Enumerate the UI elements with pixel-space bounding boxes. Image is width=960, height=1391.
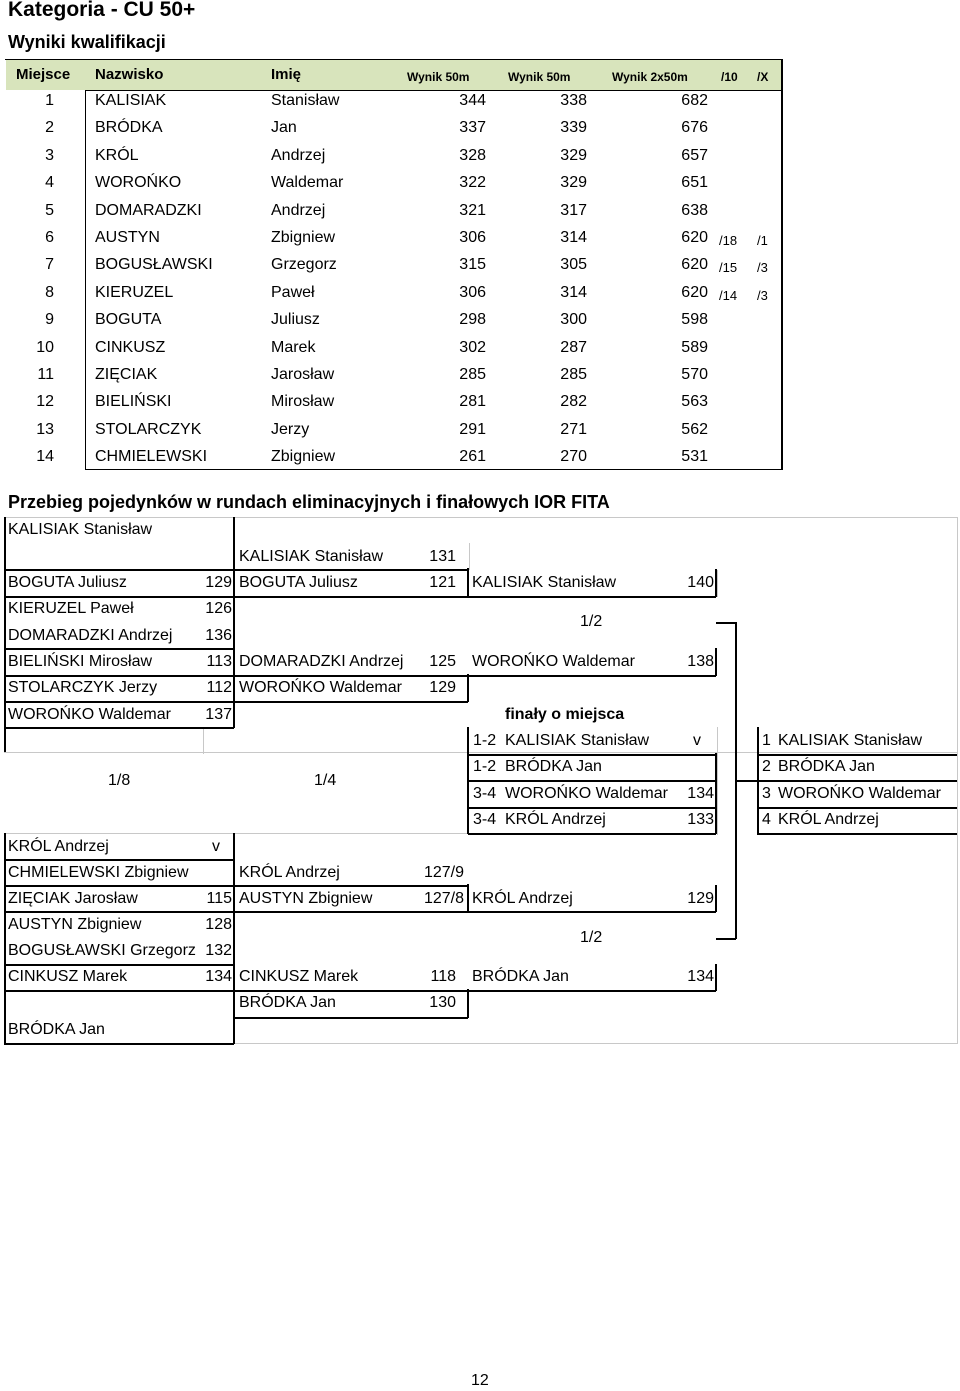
total-cell: 589 [681,339,708,356]
bracket-line [735,622,737,780]
bracket-line [234,1017,468,1019]
ranking-place: 3 [762,785,771,802]
place-cell: 1 [45,92,54,109]
r4-score: 121 [429,574,456,591]
score-1-cell: 306 [459,284,486,301]
r8-name: CINKUSZ Marek [8,968,128,985]
name-cell: Juliusz [271,311,320,328]
ranking-name: KRÓL Andrzej [778,811,879,828]
semi-score: 138 [687,653,714,670]
r4-score: 118 [430,968,456,985]
r8-score: 113 [206,653,232,670]
place-cell: 2 [45,119,54,136]
bracket-line [4,569,234,571]
place-cell: 4 [45,174,54,191]
round-label-semi: 1/2 [580,613,603,630]
bracket-line [716,622,736,624]
bracket-line [234,569,468,571]
r8-name: WOROŃKO Waldemar [8,706,171,723]
page-number: 12 [471,1372,489,1389]
place-cell: 10 [36,339,54,356]
total-cell: 598 [681,311,708,328]
round-label-semi: 1/2 [580,929,603,946]
bracket-line [233,517,235,728]
name-cell: Jerzy [271,421,310,438]
bracket-line [736,780,758,782]
surname-cell: DOMARADZKI [95,202,202,219]
r8-name: BOGUSŁAWSKI Grzegorz [8,942,196,959]
place-cell: 8 [45,284,54,301]
bracket-line [4,990,234,992]
bracket-line [4,517,6,752]
place-cell: 7 [45,256,54,273]
bracket-line [468,596,716,598]
final-name: KALISIAK Stanisław [505,732,650,749]
r4-score: 127/9 [423,864,464,881]
bracket-line [234,885,468,887]
x-cell: /3 [757,288,768,303]
place-cell: 13 [36,421,54,438]
score-1-cell: 328 [459,147,486,164]
r8-score: 126 [205,600,232,617]
grid-line [717,727,718,835]
score-1-cell: 337 [459,119,486,136]
col-header-tens: /10 [721,70,738,84]
bracket-line [4,675,234,677]
bracket-line [715,648,717,676]
final-score: v [693,732,701,749]
bracket-line [4,833,6,1044]
score-2-cell: 314 [560,284,587,301]
bracket-line [468,990,716,992]
bracket-line [757,833,957,835]
r4-score: 125 [429,653,456,670]
bracket-title: Przebieg pojedynków w rundach eliminacyjnych i finałowych IOR FITA [8,492,610,512]
r4-score: 129 [429,679,456,696]
bracket-line [4,727,234,729]
score-1-cell: 291 [459,421,486,438]
bracket-line [757,754,957,756]
score-1-cell: 322 [459,174,486,191]
r4-name: KRÓL Andrzej [239,864,340,881]
bracket-line [234,701,468,703]
r8-score: 132 [205,942,232,959]
bracket-line [4,648,234,650]
surname-cell: CHMIELEWSKI [95,448,208,465]
r8-name: KRÓL Andrzej [8,838,109,855]
bracket-line [4,964,234,966]
name-cell: Zbigniew [271,448,336,465]
final-name: WOROŃKO Waldemar [505,785,668,802]
score-2-cell: 329 [560,147,587,164]
r8-name: AUSTYN Zbigniew [8,916,142,933]
bracket-line [4,859,234,861]
bracket-line [467,727,469,834]
total-cell: 651 [681,174,708,191]
bracket-line [468,675,716,677]
col-header-name: Imię [271,66,302,83]
grid-line [717,570,718,597]
surname-cell: BIELIŃSKI [95,393,172,410]
table-border-top [5,59,783,60]
semi-name: BRÓDKA Jan [472,968,569,985]
bracket-line [4,596,234,598]
score-2-cell: 282 [560,393,587,410]
final-name: KRÓL Andrzej [505,811,606,828]
score-1-cell: 298 [459,311,486,328]
score-1-cell: 302 [459,339,486,356]
r8-score: 128 [205,916,232,933]
bracket-line [467,568,469,597]
bracket-line [715,569,717,597]
x-cell: /3 [757,260,768,275]
surname-cell: BOGUTA [95,311,162,328]
total-cell: 638 [681,202,708,219]
place-cell: 6 [45,229,54,246]
surname-cell: KRÓL [95,147,139,164]
ranking-name: WOROŃKO Waldemar [778,785,941,802]
r8-score: 137 [205,706,232,723]
total-cell: 620 [681,284,708,301]
surname-cell: KIERUZEL [95,284,174,301]
score-2-cell: 339 [560,119,587,136]
r8-name: BIELIŃSKI Mirosław [8,653,153,670]
r4-name: BOGUTA Juliusz [239,574,358,591]
final-match: 1-2 [473,732,497,749]
total-cell: 562 [681,421,708,438]
x-cell: /1 [757,233,768,248]
surname-cell: WOROŃKO [95,174,182,191]
place-cell: 9 [45,311,54,328]
score-1-cell: 344 [459,92,486,109]
col-header-score-2: Wynik 50m [508,70,571,84]
table-border-bottom [85,469,783,470]
total-cell: 570 [681,366,708,383]
semi-score: 140 [687,574,714,591]
tens-cell: /14 [719,288,738,303]
score-2-cell: 300 [560,311,587,328]
r8-name: ZIĘCIAK Jarosław [8,890,138,907]
name-cell: Waldemar [271,174,344,191]
bracket-line [234,675,468,677]
score-2-cell: 271 [560,421,587,438]
r4-score: 127/8 [423,890,464,907]
r8-name: BOGUTA Juliusz [8,574,127,591]
score-2-cell: 287 [560,339,587,356]
score-1-cell: 315 [459,256,486,273]
bracket-line [468,754,716,756]
col-header-place: Miejsce [16,66,71,83]
total-cell: 657 [681,147,708,164]
round-label-finals: finały o miejsca [505,706,625,723]
name-cell: Jan [271,119,297,136]
name-cell: Marek [271,339,316,356]
table-border-left [85,90,86,470]
surname-cell: AUSTYN [95,229,160,246]
score-2-cell: 329 [560,174,587,191]
ranking-place: 2 [762,758,771,775]
grid-line [4,833,469,834]
bracket-line [233,833,235,1044]
total-cell: 682 [681,92,708,109]
score-2-cell: 317 [560,202,587,219]
bracket-line [757,807,957,809]
bracket-line [735,780,737,939]
total-cell: 620 [681,229,708,246]
bracket-line [467,674,469,702]
surname-cell: ZIĘCIAK [95,366,158,383]
name-cell: Stanisław [271,92,340,109]
r8-name: STOLARCZYK Jerzy [8,679,158,696]
bracket-line [4,1043,234,1045]
name-cell: Mirosław [271,393,335,410]
surname-cell: STOLARCZYK [95,421,202,438]
bracket-line [715,964,717,991]
semi-name: KALISIAK Stanisław [472,574,617,591]
score-1-cell: 306 [459,229,486,246]
surname-cell: BRÓDKA [95,119,163,136]
name-cell: Andrzej [271,147,326,164]
bracket-line [234,911,468,913]
place-cell: 11 [37,366,54,383]
total-cell: 563 [681,393,708,410]
final-match: 3-4 [473,811,497,828]
score-2-cell: 285 [560,366,587,383]
bracket-line [757,780,957,782]
score-1-cell: 281 [459,393,486,410]
round-label-quarter: 1/4 [314,772,337,789]
ranking-name: KALISIAK Stanisław [778,732,923,749]
r4-score: 131 [429,548,456,565]
final-name: BRÓDKA Jan [505,758,602,775]
ranking-place: 4 [762,811,771,828]
bracket-line [468,833,716,835]
bracket-line [468,807,716,809]
bracket-line [4,701,234,703]
r8-name: DOMARADZKI Andrzej [8,627,173,644]
name-cell: Zbigniew [271,229,336,246]
place-cell: 12 [36,393,54,410]
r4-name: BRÓDKA Jan [239,994,336,1011]
semi-name: WOROŃKO Waldemar [472,653,635,670]
r4-name: DOMARADZKI Andrzej [239,653,404,670]
r4-name: AUSTYN Zbigniew [239,890,373,907]
score-1-cell: 261 [459,448,486,465]
score-2-cell: 338 [560,92,587,109]
name-cell: Paweł [271,284,315,301]
bracket-line [715,885,717,912]
final-match: 3-4 [473,785,497,802]
bracket-line [715,753,717,834]
surname-cell: KALISIAK [95,92,167,109]
total-cell: 676 [681,119,708,136]
grid-line [469,543,470,570]
grid-line [957,517,958,1044]
grid-line [4,752,958,753]
ranking-place: 1 [762,732,771,749]
r8-score: 112 [206,679,232,696]
score-1-cell: 321 [459,202,486,219]
score-2-cell: 314 [560,229,587,246]
place-cell: 3 [45,147,54,164]
r8-name: BRÓDKA Jan [8,1021,105,1038]
col-header-score-1: Wynik 50m [407,70,470,84]
surname-cell: CINKUSZ [95,339,166,356]
grid-line [4,517,958,518]
r8-score: 129 [205,574,232,591]
bracket-line [234,990,468,992]
place-cell: 14 [36,448,54,465]
place-cell: 5 [45,202,54,219]
col-header-x: /X [757,70,769,84]
r8-name: KIERUZEL Paweł [8,600,134,617]
table-border-right [781,59,783,470]
name-cell: Grzegorz [271,256,337,273]
bracket-line [467,989,469,1018]
bracket-line [468,780,716,782]
score-2-cell: 305 [560,256,587,273]
r4-name: KALISIAK Stanisław [239,548,384,565]
round-label-eighth: 1/8 [108,772,131,789]
final-match: 1-2 [473,758,497,775]
bracket-line [716,938,736,940]
surname-cell: BOGUSŁAWSKI [95,256,213,273]
score-2-cell: 270 [560,448,587,465]
bracket-line [4,911,234,913]
name-cell: Andrzej [271,202,326,219]
col-header-total: Wynik 2x50m [612,70,688,84]
final-score: 134 [687,785,714,802]
bracket-line [234,596,468,598]
qualification-title: Wyniki kwalifikacji [8,32,166,52]
r4-score: 130 [429,994,456,1011]
r8-name: KALISIAK Stanisław [8,521,153,538]
semi-score: 129 [687,890,714,907]
semi-score: 134 [687,968,714,985]
r4-name: WOROŃKO Waldemar [239,679,402,696]
semi-name: KRÓL Andrzej [472,890,573,907]
total-cell: 531 [681,448,708,465]
r4-name: CINKUSZ Marek [239,968,359,985]
tens-cell: /15 [719,260,738,275]
r8-score: 115 [206,890,232,907]
ranking-name: BRÓDKA Jan [778,758,875,775]
final-score: 133 [687,811,714,828]
total-cell: 620 [681,256,708,273]
r8-name: CHMIELEWSKI Zbigniew [8,864,189,881]
r8-score: v [212,838,220,855]
name-cell: Jarosław [271,366,335,383]
r8-score: 136 [205,627,232,644]
col-header-surname: Nazwisko [95,66,164,83]
r8-score: 134 [205,968,232,985]
bracket-line [467,884,469,912]
grid-line [203,727,204,754]
bracket-line [468,911,716,913]
page-title: Kategoria - CU 50+ [8,0,196,21]
tens-cell: /18 [719,233,738,248]
score-1-cell: 285 [459,366,486,383]
bracket-line [4,885,234,887]
